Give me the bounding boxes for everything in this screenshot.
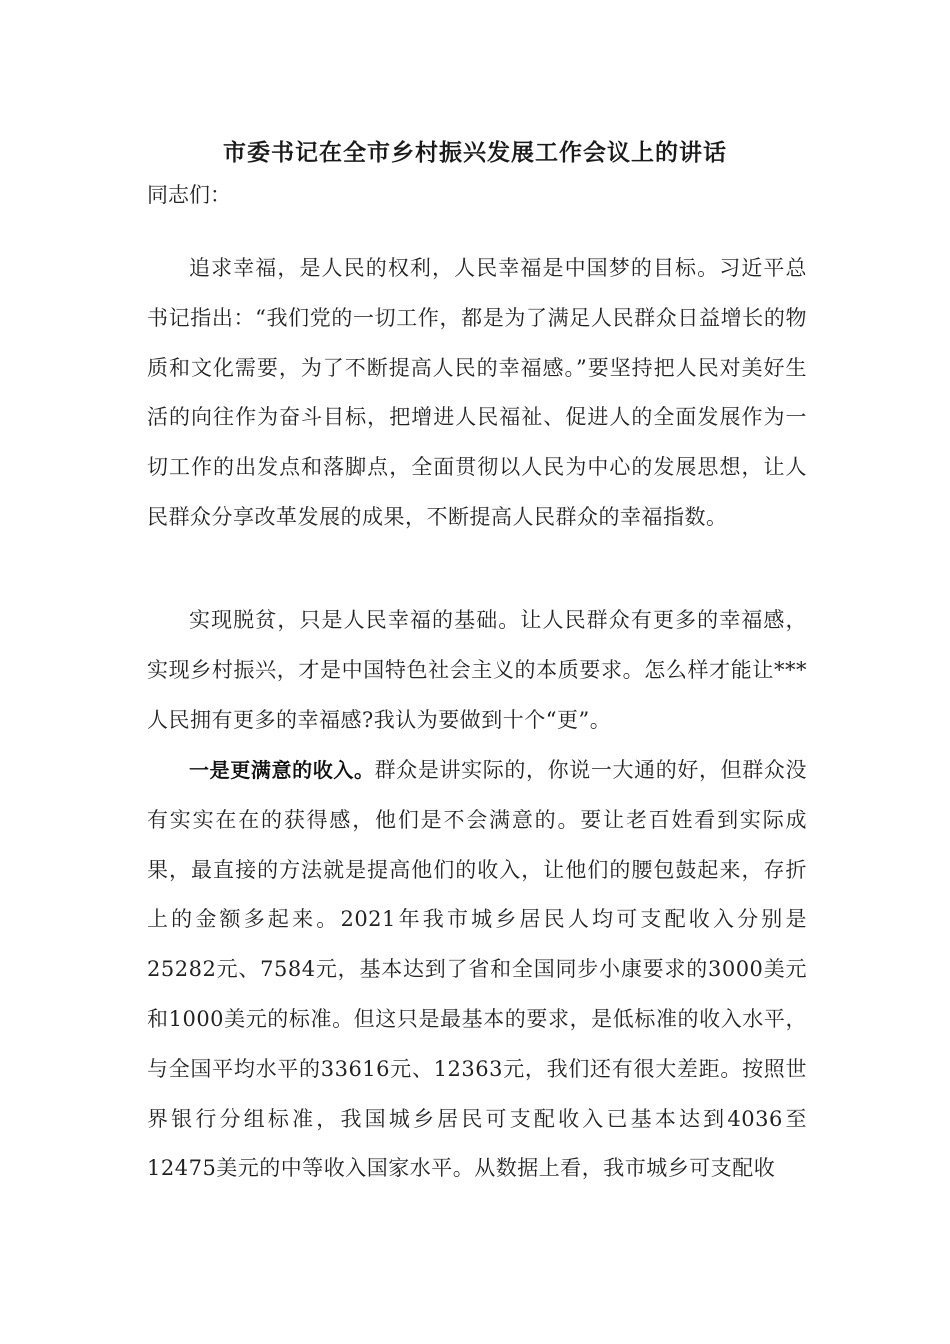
paragraph-lead: 一是更满意的收入。 bbox=[189, 758, 375, 782]
paragraph-text: 群众是讲实际的，你说一大通的好，但群众没有实实在在的获得感，他们是不会满意的。要让老百姓看到实际成果，最直接的方法就是提高他们的收入，让他们的腰包鼓起来，存折上的金额多起来。2021年我市城乡居民人均可支配收入分别是25282元、7584元，基本达到了省和全国同步小康要求的3000美元和1000美元的标准。但这只是最基本的要求，是低标准的收入水平，与全国平均水平的33616元、12363元，我们还有很大差距。按照世界银行分组标准，我国城乡居民可支配收入已基本达到4036至12475美元的中等收入国家水平。从数据上看，我市城乡可支配收 bbox=[147, 758, 807, 1181]
paragraph-text: 实现脱贫，只是人民幸福的基础。让人民群众有更多的幸福感，实现乡村振兴，才是中国特色社会主义的本质要求。怎么样才能让***人民拥有更多的幸福感?我认为要做到十个“更”。 bbox=[147, 608, 807, 732]
paragraph-3 bbox=[147, 746, 807, 1194]
document-title: 市委书记在全市乡村振兴发展工作会议上的讲话 bbox=[223, 140, 727, 166]
paragraph-text: 追求幸福，是人民的权利，人民幸福是中国梦的目标。习近平总书记指出：“我们党的一切工作，都是为了满足人民群众日益增长的物质和文化需要，为了不断提高人民的幸福感。”要坚持把人民对美好生活的向往作为奋斗目标，把增进人民福祉、促进人的全面发展作为一切工作的出发点和落脚点，全面贯彻以人民为中心的发展思想，让人民群众分享改革发展的成果，不断提高人民群众的幸福指数。 bbox=[147, 256, 807, 529]
salutation: 同志们： bbox=[147, 183, 231, 207]
paragraph-2 bbox=[147, 596, 807, 745]
paragraph-1 bbox=[147, 244, 807, 543]
